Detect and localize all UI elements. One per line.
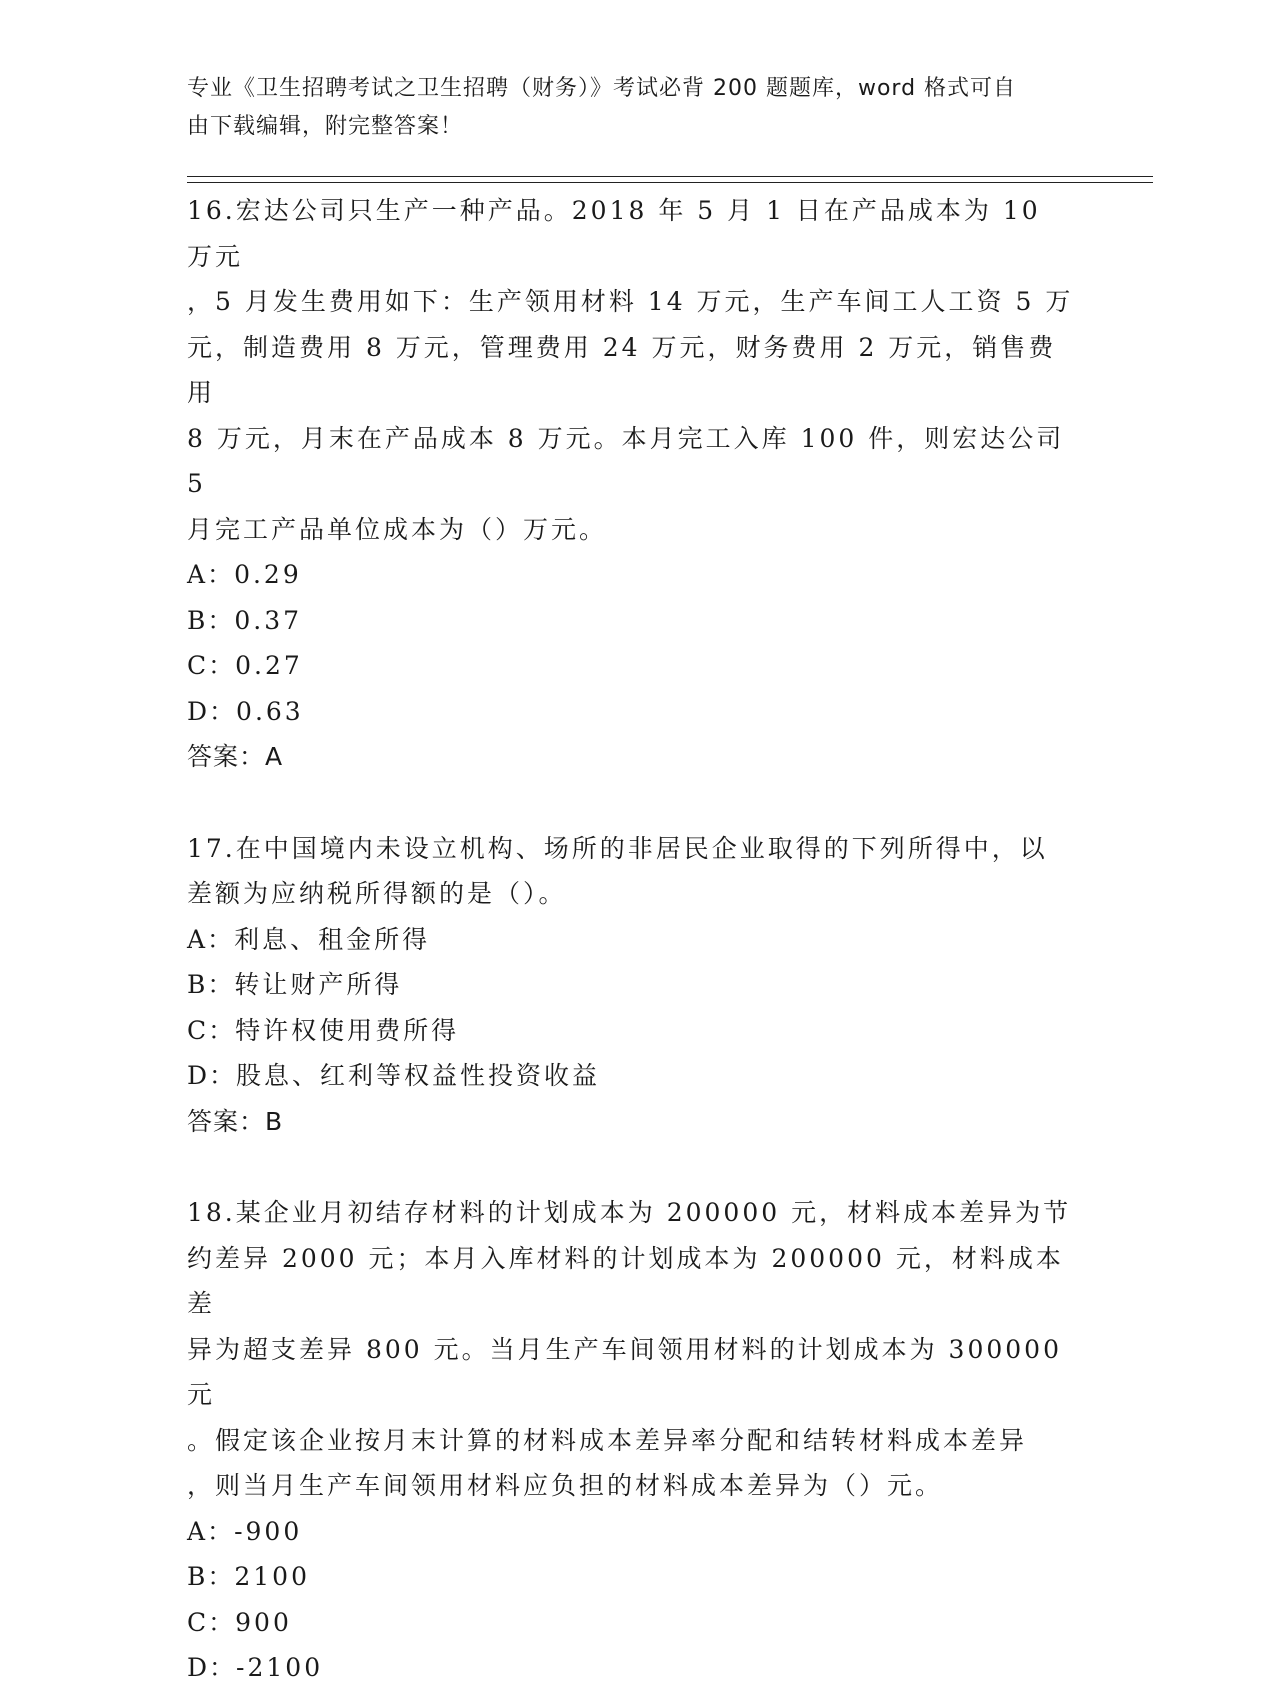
question-list [187, 188, 1077, 1691]
option-b [187, 962, 1077, 1008]
option-label: C： [187, 1015, 236, 1045]
question-line: 月完工产品单位成本为（）万元。 [187, 514, 608, 544]
option-label: B： [187, 1562, 235, 1591]
option-text: 转让财产所得 [234, 970, 403, 999]
document-header [187, 70, 1067, 146]
question-line: 。假定该企业按月末计算的材料成本差异率分配和结转材料成本差异 [187, 1425, 1028, 1455]
option-label: A： [187, 1516, 235, 1546]
option-c [187, 643, 1077, 689]
question-line: 元，制造费用 8 万元，管理费用 24 万元，财务费用 2 万元，销售费用 [187, 332, 1057, 407]
answer-16: 答案：A [187, 742, 284, 771]
option-label: A： [187, 924, 235, 954]
question-line: ，5 月发生费用如下：生产领用材料 14 万元，生产车间工人工资 5 万 [187, 287, 1074, 316]
answer-17: 答案：B [187, 1106, 284, 1136]
question-stem-16 [187, 188, 1077, 552]
option-b [187, 1554, 1077, 1600]
option-b [187, 598, 1077, 644]
option-label: C： [187, 651, 236, 680]
question-stem-17 [187, 826, 1077, 917]
question-stem-18 [187, 1190, 1077, 1509]
option-a [187, 552, 1077, 598]
question-line: 8 万元，月末在产品成本 8 万元。本月完工入库 100 件，则宏达公司 5 [187, 423, 1065, 498]
option-label: B： [187, 970, 235, 999]
option-text: -2100 [236, 1653, 324, 1682]
option-text: 股息、红利等权益性投资收益 [236, 1061, 601, 1090]
option-d [187, 1053, 1077, 1099]
option-label: A： [187, 560, 235, 589]
question-line: 17.在中国境内未设立机构、场所的非居民企业取得的下列所得中，以 [187, 833, 1048, 863]
header-line-2: 由下载编辑，附完整答案！ [187, 114, 464, 139]
option-label: D： [187, 696, 237, 726]
question-block-18 [187, 1190, 1077, 1691]
option-label: D： [187, 1653, 237, 1682]
spacer [187, 1144, 1077, 1190]
question-line: 16.宏达公司只生产一种产品。2018 年 5 月 1 日在产品成本为 10 万元 [187, 196, 1041, 271]
option-text: 利息、租金所得 [234, 924, 431, 954]
header-line-1: 专业《卫生招聘考试之卫生招聘（财务）》考试必背 200 题题库，word 格式可自 [187, 76, 1017, 101]
question-line: 约差异 2000 元；本月入库材料的计划成本为 200000 元，材料成本差 [187, 1243, 1064, 1318]
question-block-17 [187, 826, 1077, 1145]
option-text: 2100 [234, 1562, 310, 1591]
option-d [187, 1645, 1077, 1691]
option-label: B： [187, 605, 235, 635]
option-text: 特许权使用费所得 [235, 1015, 460, 1045]
option-text: 0.63 [236, 696, 304, 726]
option-text: 0.27 [235, 651, 303, 680]
option-a [187, 917, 1077, 963]
question-line: 18.某企业月初结存材料的计划成本为 200000 元，材料成本差异为节 [187, 1198, 1072, 1227]
spacer [187, 780, 1077, 826]
option-d [187, 689, 1077, 735]
option-label: C： [187, 1607, 236, 1637]
option-text: 0.37 [234, 605, 303, 635]
question-line: 异为超支差异 800 元。当月生产车间领用材料的计划成本为 300000 元 [187, 1334, 1062, 1409]
option-label: D： [187, 1061, 237, 1090]
option-c [187, 1008, 1077, 1054]
option-text: 0.29 [234, 560, 302, 589]
question-block-16 [187, 188, 1077, 780]
option-text: 900 [235, 1607, 292, 1637]
header-divider-top [187, 176, 1153, 177]
option-c [187, 1600, 1077, 1646]
header-divider-bottom [187, 182, 1153, 183]
option-text: -900 [234, 1516, 303, 1546]
option-a [187, 1509, 1077, 1555]
question-line: ，则当月生产车间领用材料应负担的材料成本差异为（）元。 [187, 1471, 944, 1500]
question-line: 差额为应纳税所得额的是（）。 [187, 879, 567, 908]
